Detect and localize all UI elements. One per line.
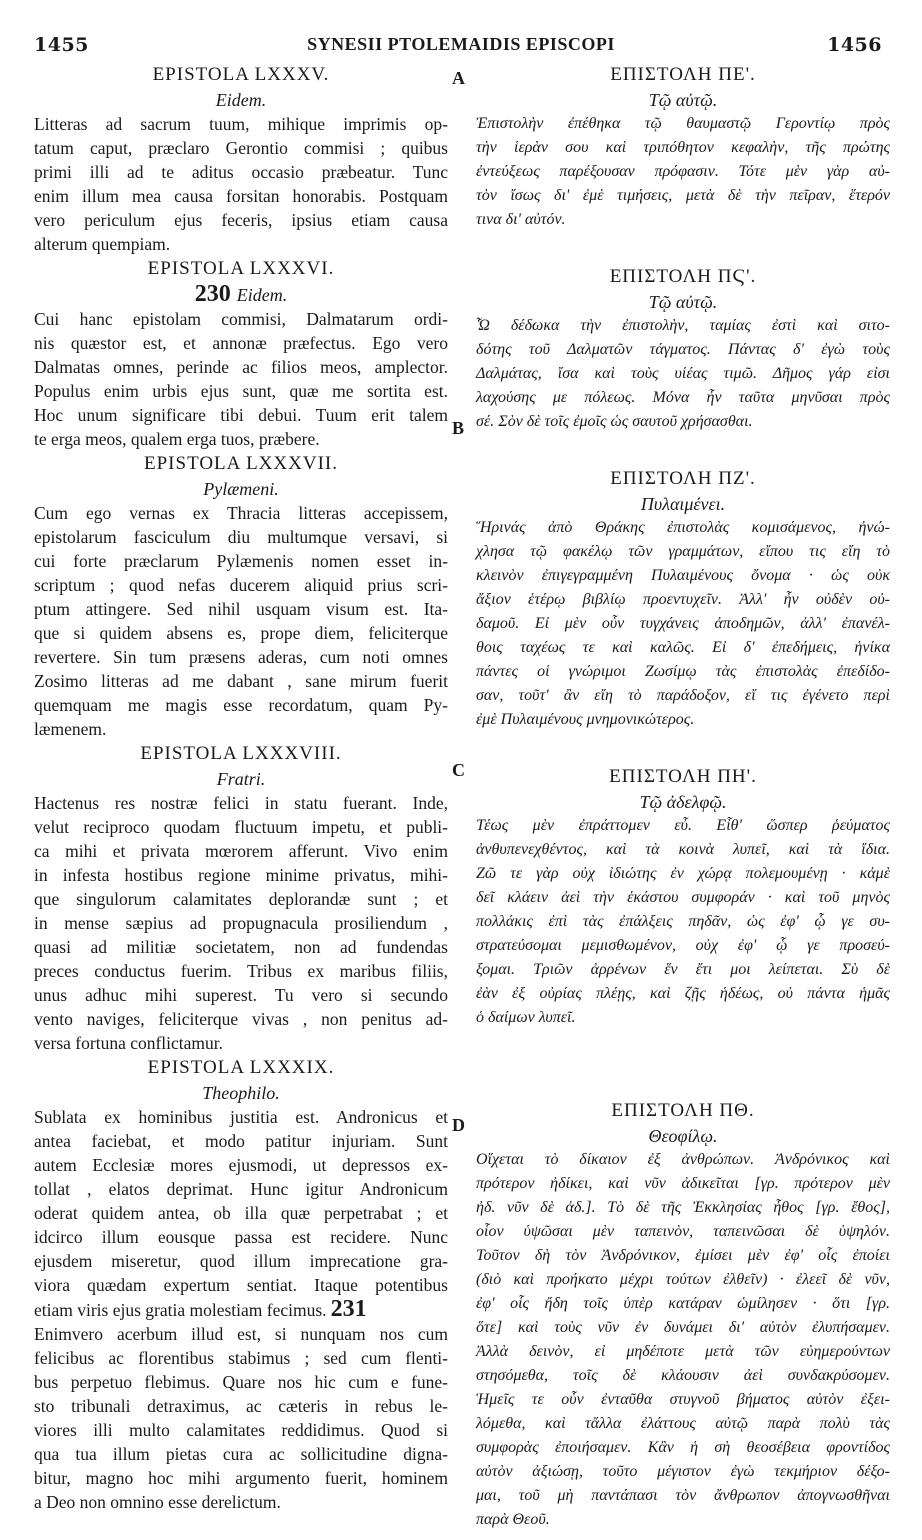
text-line-content: (διὸ καὶ προήκατο μέχρι τούτων ἐλθεῖν) · ἐλεεῖ δὲ νῦν, xyxy=(476,1271,890,1288)
epistle-addressee: Eidem. xyxy=(215,90,267,110)
text-line xyxy=(476,314,890,338)
text-line-content: in mense sæpius ad propugnacula prosiliendum , xyxy=(34,913,448,933)
epistle-addressee: Theophilo. xyxy=(202,1083,280,1103)
text-line xyxy=(476,814,890,838)
text-line-content: Hactenus res nostræ felici in statu fuerant. Inde, xyxy=(34,793,448,813)
text-line-content: ὁ δαίμων λυπεῖ. xyxy=(476,1009,576,1026)
epistle-addressee-row xyxy=(476,1124,890,1148)
text-line xyxy=(476,660,890,684)
epistle-body xyxy=(34,112,448,256)
epistle-addressee: Τῷ αὐτῷ. xyxy=(648,90,718,110)
text-line xyxy=(34,1490,448,1514)
text-line xyxy=(34,1177,448,1201)
text-line-content: ptum attingere. Sed nihil usquam visum est. Ita- xyxy=(34,599,448,619)
text-line-content: nis quæstor est, et annonæ præfectus. Ego vero xyxy=(34,333,448,353)
text-line-content: bus perpetuo flebimus. Quare nos hic cum e fune- xyxy=(34,1372,448,1392)
text-line xyxy=(476,184,890,208)
text-line-content: ἠδ. νῦν δὲ ἀδ.]. Τὸ δὲ τῆς Ἐκκλησίας ἦθος [γρ. ἔθος], xyxy=(476,1199,890,1216)
text-line xyxy=(34,863,448,887)
text-line-content: a Deo non omnino esse derelictum. xyxy=(34,1492,281,1512)
text-line xyxy=(34,501,448,525)
text-line-content: epistolarum fasciculum diu multumque versavi, si xyxy=(34,527,448,547)
epistle-title: EPISTOLA LXXXVII. xyxy=(144,453,338,474)
text-line xyxy=(34,1225,448,1249)
text-line-content: Ἡμεῖς τε οὖν ἐνταῦθα στυγνοῦ βήματος αὐτὸν ἐξει- xyxy=(476,1391,890,1408)
epistle-body xyxy=(34,307,448,451)
text-line-content: στησόμεθα, τοῖς δὲ κλάουσιν ἀεὶ συνδακρύσομεν. xyxy=(476,1367,890,1384)
text-line xyxy=(476,136,890,160)
text-line xyxy=(34,887,448,911)
text-line-content: παρὰ Θεοῦ. xyxy=(476,1511,550,1528)
epistle-section xyxy=(476,62,890,232)
epistle-section xyxy=(34,62,448,256)
epistle-body xyxy=(476,1148,890,1532)
epistle-body xyxy=(34,791,448,1055)
text-line xyxy=(34,331,448,355)
text-line xyxy=(34,791,448,815)
text-line xyxy=(476,1484,890,1508)
epistle-addressee: Fratri. xyxy=(216,769,266,789)
epistle-addressee: Τῷ αὐτῷ. xyxy=(648,292,718,312)
text-line-content: enim illum mea causa forsitan honorabis. Postquam xyxy=(34,186,448,206)
text-line-content: cui forte præclarum Pylæmenis nomen esset in- xyxy=(34,551,448,571)
epistle-title: EPISTOLA LXXXV. xyxy=(152,64,330,85)
text-line-content: scriptum ; quod nefas ducerem aliquid prius scri- xyxy=(34,575,448,595)
column-number: 230 xyxy=(194,281,231,307)
epistle-body xyxy=(34,501,448,741)
epistle-addressee-row xyxy=(34,88,448,112)
epistle-addressee-row xyxy=(476,88,890,112)
text-line-content: unus adhuc mihi superest. Tu vero si secundo xyxy=(34,985,448,1005)
epistle-section xyxy=(476,764,890,1030)
margin-marker-b: B xyxy=(452,418,465,438)
epistle-addressee: Pylæmeni. xyxy=(203,479,279,499)
text-line-content: læmenem. xyxy=(34,719,107,739)
epistle-body xyxy=(476,314,890,434)
text-line-content: revertere. Sin tum præsens aderas, cum noti omnes xyxy=(34,647,448,667)
epistle-title: EPISTOLA LXXXIX. xyxy=(147,1057,335,1078)
text-line-content: Ἐπιστολὴν ἐπέθηκα τῷ θαυμαστῷ Γεροντίῳ πρὸς xyxy=(476,115,890,132)
text-line xyxy=(476,1436,890,1460)
latin-column xyxy=(34,62,448,1514)
text-line-content: tatum caput, præclaro Gerontio commisi ; quibus xyxy=(34,138,448,158)
epistle-title: ΕΠΙΣΤΟΛΗ ΠϚ'. xyxy=(609,266,757,287)
text-line xyxy=(34,621,448,645)
epistle-addressee: Eidem. xyxy=(236,285,288,305)
text-line-content: δεῖ κλάειν ἀεὶ τὴν ἑκάστου συμφοράν · καὶ τοῦ μηνὸς xyxy=(476,889,890,906)
text-line-content: τὸν ἴσως δι' ἐμὲ τιμήσεις, μετὰ δὲ τὴν πεῖραν, ἕτερόν xyxy=(476,187,890,204)
text-line-content: χλησα τῷ φακέλῳ τῶν γραμμάτων, εἴπου τις εἴη τὸ xyxy=(476,543,890,560)
text-line-content: σαν, τοῦτ' ἂν εἴη τὸ παράδοξον, εἴ τις ἐγένετο περὶ xyxy=(476,687,890,704)
text-line-content: viora quædam expertum sentiat. Itaque potentibus xyxy=(34,1275,448,1295)
epistle-section xyxy=(34,1055,448,1514)
text-line xyxy=(476,516,890,540)
text-line-content: idcirco illum eousque passa est recidere. Nunc xyxy=(34,1227,448,1247)
text-line-content: δότης τοῦ Δαλματῶν τάγματος. Πάντας δ' ἐγὼ τοὺς xyxy=(476,341,890,358)
text-line-content: ejusdem miseretur, quod illum imprecatione gra- xyxy=(34,1251,448,1271)
running-title: SYNESII PTOLEMAIDIS EPISCOPI xyxy=(307,34,615,54)
text-line xyxy=(34,1394,448,1418)
text-line xyxy=(476,1460,890,1484)
margin-marker-c: C xyxy=(452,760,465,780)
text-line xyxy=(34,184,448,208)
text-line-content: τινα δι' αὐτόν. xyxy=(476,211,566,228)
epistle-section xyxy=(476,264,890,434)
text-line-content: qua tua illum pietas cura ac sollicitudine digna- xyxy=(34,1444,448,1464)
text-line xyxy=(34,1297,448,1322)
text-line-content: ἄξιον ἑτέρῳ βιβλίῳ προεντυχεῖν. Ἀλλ' ἦν οὐδὲν οὐ- xyxy=(476,591,890,608)
text-line xyxy=(476,612,890,636)
epistle-body xyxy=(476,814,890,1030)
text-line-content: ἐὰν ἐξ οὐρίας πλέῃς, καὶ ζῇς ἡδέως, οὐ πάντα ἡμᾶς xyxy=(476,985,890,1002)
text-line xyxy=(34,573,448,597)
text-line xyxy=(34,1129,448,1153)
text-line-content: alterum quempiam. xyxy=(34,234,171,254)
margin-marker-d: D xyxy=(452,1115,465,1135)
text-line xyxy=(476,588,890,612)
text-line xyxy=(34,1418,448,1442)
text-line xyxy=(476,910,890,934)
text-line xyxy=(476,112,890,136)
greek-column xyxy=(476,62,890,1532)
text-line xyxy=(34,525,448,549)
epistle-section xyxy=(476,466,890,732)
text-line-content: Zosimo litteras ad me dabant , sane mirum fuerit xyxy=(34,671,448,691)
text-line-content: τὴν ἱερὰν σου καὶ τριπόθητον κεφαλὴν, τῆς πρώτης xyxy=(476,139,890,156)
text-line xyxy=(476,1316,890,1340)
text-line-content: Ἥρινάς ἀπὸ Θράκης ἐπιστολὰς κομισάμενος, ἠνώ- xyxy=(476,519,890,536)
text-line-content: μαι, τοῦ μὴ παντάπασι τὸν ἄνθρωπον ἀπογνωσθῆναι xyxy=(476,1487,890,1504)
text-line xyxy=(34,1153,448,1177)
text-line-content: Ζῶ τε γὰρ οὐχ ἰδιώτης ἐν χώρᾳ πολεμουμένῃ · κἀμὲ xyxy=(476,865,890,882)
text-line xyxy=(34,1466,448,1490)
text-line-content: tollat , elatos deprimat. Hunc igitur Andronicum xyxy=(34,1179,448,1199)
text-line xyxy=(476,1508,890,1532)
text-line xyxy=(476,1268,890,1292)
text-line xyxy=(476,564,890,588)
text-line-content: Τοῦτον δὴ τὸν Ἀνδρόνικον, ἐμίσει μὲν ἐφ' οἷς ἐποίει xyxy=(476,1247,890,1264)
text-line xyxy=(476,208,890,232)
text-line xyxy=(476,934,890,958)
text-line-content: etiam viris ejus gratia molestiam fecimus. xyxy=(34,1300,327,1320)
text-line xyxy=(476,1172,890,1196)
text-line xyxy=(34,112,448,136)
text-line xyxy=(34,208,448,232)
text-line-content: velut reciproco quodam fluctuum impetu, et publi- xyxy=(34,817,448,837)
text-line-content: κλεινὸν ἐπιγεγραμμένη Πυλαιμένους ὄνομα · ὡς οὐκ xyxy=(476,567,890,584)
text-line-content: ξομαι. Τριῶν ἀρρένων ἕν ἔτι μοι λείπεται. Σὺ δὲ xyxy=(476,961,890,978)
text-line xyxy=(476,886,890,910)
text-line xyxy=(476,1412,890,1436)
text-line-content: δαμοῦ. Εἰ μὲν οὖν τυγχάνεις ἀποδημῶν, ἀλλ' ἐπανέλ- xyxy=(476,615,890,632)
text-line-content: αὐτὸν ἀξιώσῃ, τοῦτο μέγιστον ἐγὼ τεκμήριον δέξο- xyxy=(476,1463,890,1480)
text-line xyxy=(34,717,448,741)
epistle-body xyxy=(34,1105,448,1514)
text-line xyxy=(34,1346,448,1370)
text-line xyxy=(476,1364,890,1388)
text-line xyxy=(34,136,448,160)
text-line-content: ὅτε] καὶ τοὺς νῦν ἐν δυνάμει δι' αὐτὸν ἐλυπήσαμεν. xyxy=(476,1319,890,1336)
text-line xyxy=(476,982,890,1006)
text-line xyxy=(476,1292,890,1316)
epistle-addressee-row xyxy=(476,790,890,814)
text-line-content: θοις ταχέως τε καὶ καλῶς. Εἰ δ' ἐπεδήμεις, ἡνίκα xyxy=(476,639,890,656)
text-line xyxy=(476,338,890,362)
text-line-content: Sublata ex hominibus justitia est. Andronicus et xyxy=(34,1107,448,1127)
epistle-title: EPISTOLA LXXXVIII. xyxy=(140,743,342,764)
text-line xyxy=(476,708,890,732)
epistle-addressee-row xyxy=(476,290,890,314)
text-line-content: Populus enim urbis ejus sunt, quæ me sortita est. xyxy=(34,381,448,401)
epistle-title: EPISTOLA LXXXVI. xyxy=(147,258,335,279)
text-line xyxy=(34,645,448,669)
text-line-content: Hoc unum significare tibi debui. Tuum erit talem xyxy=(34,405,448,425)
text-line xyxy=(34,355,448,379)
epistle-addressee-row xyxy=(34,767,448,791)
text-line xyxy=(34,597,448,621)
epistle-section xyxy=(34,451,448,741)
epistle-title: ΕΠΙΣΤΟΛΗ ΠΗ'. xyxy=(609,766,757,787)
text-line-content: ἐφ' οἷς ἤδη τοῖς ὑπὲρ κατάραν ὡμίλησεν · ὅτι [γρ. xyxy=(476,1295,890,1312)
text-line xyxy=(476,862,890,886)
epistle-addressee-row xyxy=(34,477,448,501)
text-line xyxy=(34,1105,448,1129)
text-line xyxy=(34,1273,448,1297)
text-line-content: Οἴχεται τὸ δίκαιον ἐξ ἀνθρώπων. Ἀνδρόνικος καὶ xyxy=(476,1151,890,1168)
text-line-content: viores illi multo calamitates reddidimus. Quod si xyxy=(34,1420,448,1440)
text-line xyxy=(476,540,890,564)
text-line xyxy=(34,1249,448,1273)
text-line-content: ca mihi et privata mœrorem afferunt. Vivo enim xyxy=(34,841,448,861)
text-line-content: λόμεθα, καὶ τἄλλα ἐλάττους αὐτῷ παρὰ πολὺ τὰς xyxy=(476,1415,890,1432)
text-line-content: πολλάκις ἐπὶ τὰς ἐπάλξεις πηδᾶν, ὡς ἐφ' ᾧ γε συ- xyxy=(476,913,890,930)
text-line-content: οἷον ὑψῶσαι μὲν ταπεινὸν, ταπεινῶσαι δὲ ὑψηλόν. xyxy=(476,1223,890,1240)
text-line xyxy=(476,636,890,660)
epistle-addressee-row xyxy=(476,492,890,516)
text-line-content: ἐμὲ Πυλαιμένους μνημονικώτερος. xyxy=(476,711,695,728)
epistle-addressee: Θεοφίλῳ. xyxy=(648,1126,718,1146)
text-line-content: Ὧ δέδωκα τὴν ἐπιστολὴν, ταμίας ἐστὶ καὶ σιτο- xyxy=(476,317,890,334)
page-number-left: 1455 xyxy=(34,34,89,56)
epistle-title: ΕΠΙΣΤΟΛΗ ΠΕ'. xyxy=(610,64,756,85)
text-line xyxy=(476,1220,890,1244)
text-line-content: Litteras ad sacrum tuum, mihique imprimis op- xyxy=(34,114,448,134)
text-line-content: Τέως μὲν ἐπράττομεν εὖ. Εἶθ' ὥσπερ ῥεύματος xyxy=(476,817,890,834)
text-line xyxy=(34,983,448,1007)
epistle-addressee: Πυλαιμένει. xyxy=(640,494,726,514)
text-line-content: que singulorum calamitates deplorandæ sunt ; et xyxy=(34,889,448,909)
text-line xyxy=(34,1201,448,1225)
text-line-content: in infesta hostibus regione minime privatus, mihi- xyxy=(34,865,448,885)
text-line xyxy=(34,959,448,983)
text-line-content: Δαλμάτας, ἴσα καὶ τοὺς υἱέας τιμῶ. Δῆμος γάρ εἰσι xyxy=(476,365,890,382)
text-line-content: Enimvero acerbum illud est, si nunquam nos cum xyxy=(34,1324,448,1344)
text-line-content: sto tribunali detraximus, ac cæteris in rebus le- xyxy=(34,1396,448,1416)
epistle-body xyxy=(476,516,890,732)
text-line-content: preces conductus fuerim. Tribus ex maribus filiis, xyxy=(34,961,448,981)
text-line-content: συμφορὰς ἐποιήσαμεν. Κἂν ἡ σὴ θεοσέβεια φροντίδος xyxy=(476,1439,890,1456)
text-line-content: primi illi ad te aditus occasio præbeatur. Tunc xyxy=(34,162,448,182)
epistle-addressee-row xyxy=(34,282,448,307)
epistle-title: ΕΠΙΣΤΟΛΗ ΠΖ'. xyxy=(610,468,756,489)
text-line-content: quasi ad militiæ societatem, non ad fundendas xyxy=(34,937,448,957)
column-number: 231 xyxy=(330,1296,367,1322)
text-line xyxy=(34,232,448,256)
epistle-section xyxy=(34,256,448,451)
epistle-addressee: Τῷ ἀδελφῷ. xyxy=(639,792,727,812)
text-line-content: vento naviges, feliciterque vivas , non penitus ad- xyxy=(34,1009,448,1029)
text-line xyxy=(34,307,448,331)
text-line xyxy=(476,386,890,410)
text-line-content: oderat quidem antea, ob illa quæ perpetrabat ; et xyxy=(34,1203,448,1223)
text-line xyxy=(476,362,890,386)
text-line xyxy=(34,669,448,693)
text-line xyxy=(34,427,448,451)
epistle-addressee-row xyxy=(34,1081,448,1105)
text-line xyxy=(34,1442,448,1466)
text-line-content: te erga meos, qualem erga tuos, præbere. xyxy=(34,429,320,449)
text-line xyxy=(476,1148,890,1172)
text-line xyxy=(476,160,890,184)
text-line-content: πάντες οἱ γνώριμοι Ζωσίμῳ τὰς ἐπιστολὰς ἐπεδίδο- xyxy=(476,663,890,680)
text-line-content: ἐντεύξεως παρέξουσαν πρόφασιν. Τότε μὲν γὰρ αὐ- xyxy=(476,163,890,180)
text-line xyxy=(34,911,448,935)
text-line xyxy=(476,838,890,862)
text-line-content: versa fortuna conflictamur. xyxy=(34,1033,224,1053)
epistle-section xyxy=(476,1098,890,1532)
text-line xyxy=(476,410,890,434)
text-line xyxy=(476,958,890,982)
text-line xyxy=(476,1340,890,1364)
text-line-content: Dalmatas omnes, perinde ac filios meos, amplector. xyxy=(34,357,448,377)
text-line-content: Cum ego vernas ex Thracia litteras accepissem, xyxy=(34,503,448,523)
text-line xyxy=(34,935,448,959)
text-line xyxy=(34,1007,448,1031)
margin-marker-a: A xyxy=(452,68,465,88)
page-number-right: 1456 xyxy=(827,34,882,56)
text-line-content: que si quidem absens es, prope diem, feliciterque xyxy=(34,623,448,643)
text-line-content: quemquam me magis esse recordatum, quam Py- xyxy=(34,695,448,715)
text-line xyxy=(476,1006,890,1030)
text-line xyxy=(476,1388,890,1412)
text-line xyxy=(34,1322,448,1346)
text-line-content: στρατεύσομαι μεμισθωμένον, οὐχ ἐφ' ᾧ γε προσεύ- xyxy=(476,937,890,954)
text-line-content: Cui hanc epistolam commisi, Dalmatarum ordi- xyxy=(34,309,448,329)
text-line xyxy=(34,1031,448,1055)
text-line xyxy=(476,1244,890,1268)
text-line xyxy=(34,160,448,184)
text-line-content: bitur, magno hoc mihi argumento fuerit, hominem xyxy=(34,1468,448,1488)
text-line-content: Ἀλλὰ δεινὸν, εἰ μηδέποτε μετὰ τῶν εὐημερούντων xyxy=(476,1343,890,1360)
epistle-body xyxy=(476,112,890,232)
text-line-content: antea faciebat, et modo patitur injuriam. Sunt xyxy=(34,1131,448,1151)
text-line-content: vero periculum ejus feceris, ipsius etiam causa xyxy=(34,210,448,230)
text-line xyxy=(34,1370,448,1394)
epistle-title: ΕΠΙΣΤΟΛΗ ΠΘ. xyxy=(611,1100,755,1121)
epistle-section xyxy=(34,741,448,1055)
text-line-content: felicibus ac florentibus stabimus ; sed cum flenti- xyxy=(34,1348,448,1368)
text-line xyxy=(34,549,448,573)
text-line-content: autem Ecclesiæ mores ejusmodi, ut depressos ex- xyxy=(34,1155,448,1175)
text-line-content: ἀνθυπενεχθέντος, καὶ τὰ κοινὰ λυπεῖ, καὶ τὰ ἴδια. xyxy=(476,841,890,858)
text-line xyxy=(476,1196,890,1220)
text-line-content: λαχούσης με πόλεως. Μόνα ἦν ταῦτα μηνῦσαι πρὸς xyxy=(476,389,890,406)
text-line xyxy=(476,684,890,708)
text-line xyxy=(34,379,448,403)
text-line xyxy=(34,693,448,717)
text-line-content: σέ. Σὸν δὲ τοῖς ἐμοῖς ὡς σαυτοῦ χρήσασθαι. xyxy=(476,413,753,430)
text-line xyxy=(34,815,448,839)
text-line-content: πρότερον ἠδίκει, καὶ νῦν ἀδικεῖται [γρ. πρότερον μὲν xyxy=(476,1175,890,1192)
text-line xyxy=(34,403,448,427)
text-line xyxy=(34,839,448,863)
